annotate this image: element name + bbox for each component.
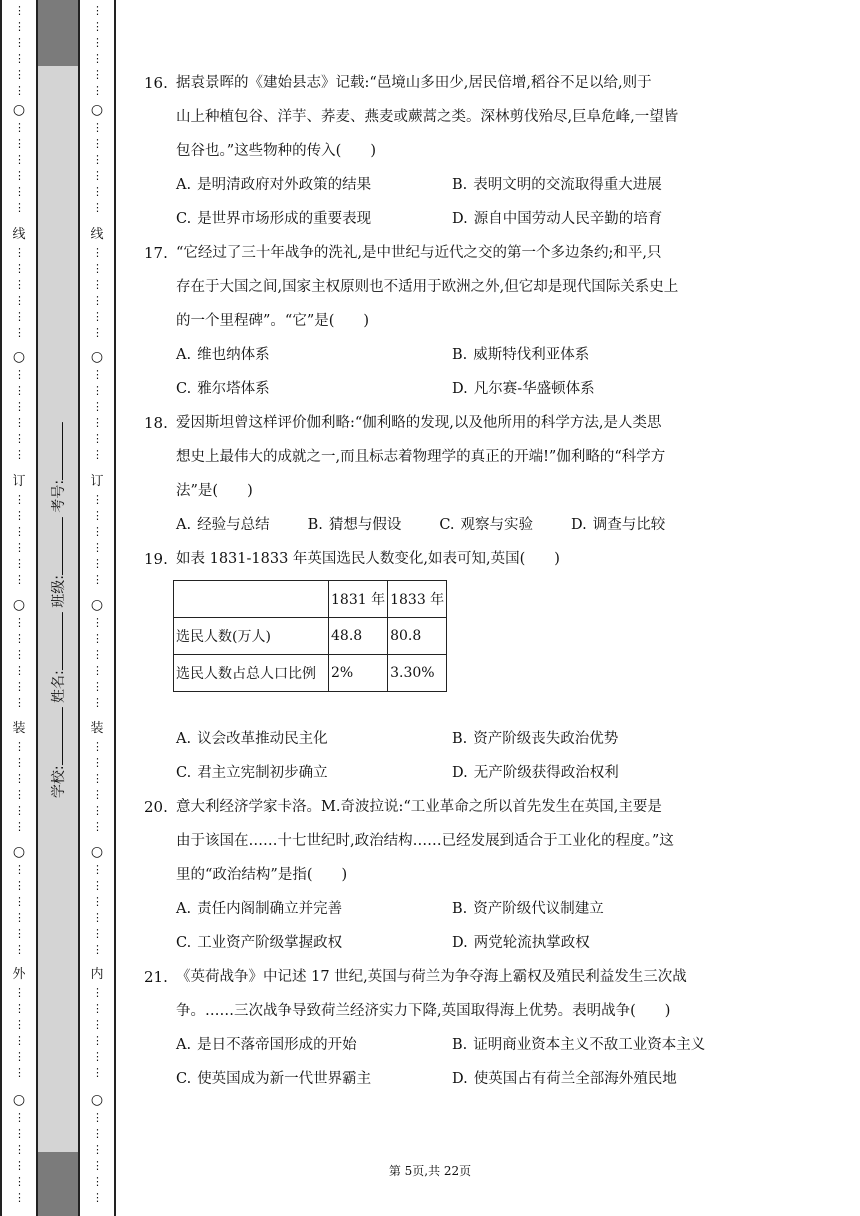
- binding-dots: ⋮: [14, 664, 24, 677]
- binding-dots: ⋮: [92, 740, 102, 753]
- answer-option[interactable]: [176, 372, 452, 406]
- option-letter: A.: [176, 901, 192, 917]
- name-blank[interactable]: [50, 612, 63, 670]
- binding-mark: 线: [12, 227, 26, 242]
- binding-dots: ⋮: [92, 1018, 102, 1031]
- inner-binding-strip: [78, 0, 116, 1216]
- binding-dots: ⋮: [92, 416, 102, 429]
- binding-circle: ○: [90, 844, 104, 860]
- question-text-line: 《英荷战争》中记述 17 世纪,英国与荷兰为争夺海上霸权及殖民利益发生三次战: [176, 969, 687, 985]
- answer-option[interactable]: [452, 926, 728, 960]
- binding-circle: ○: [90, 102, 104, 118]
- binding-dots: ⋮: [14, 1050, 24, 1063]
- binding-dots: ⋮: [14, 680, 24, 693]
- option-letter: B.: [452, 901, 468, 917]
- option-letter: D.: [452, 1071, 468, 1087]
- student-info: [38, 395, 78, 825]
- binding-dots: ⋮: [92, 400, 102, 413]
- binding-dots: ⋮: [92, 557, 102, 570]
- binding-dots: ⋮: [92, 1034, 102, 1047]
- answer-option[interactable]: [176, 892, 452, 926]
- binding-dots: ⋮: [92, 525, 102, 538]
- question: [140, 66, 730, 236]
- option-letter: B.: [452, 1037, 468, 1053]
- binding-dots: ⋮: [14, 525, 24, 538]
- binding-dots: ⋮: [92, 664, 102, 677]
- option-letter: D.: [452, 381, 468, 397]
- option-letter: C.: [176, 765, 192, 781]
- binding-dots: ⋮: [92, 648, 102, 661]
- binding-dots: ⋮: [92, 326, 102, 339]
- binding-dots: ⋮: [92, 169, 102, 182]
- option-letter: C.: [176, 381, 192, 397]
- binding-dots: ⋮: [14, 246, 24, 259]
- school-blank[interactable]: [50, 707, 63, 765]
- binding-dots: ⋮: [92, 616, 102, 629]
- question-text-line: 里的“政治结构”是指( ): [176, 867, 348, 883]
- answer-option[interactable]: [452, 372, 728, 406]
- answer-option[interactable]: [308, 508, 402, 542]
- binding-dots: ⋮: [14, 1175, 24, 1188]
- answer-option[interactable]: [176, 338, 452, 372]
- option-letter: D.: [452, 935, 468, 951]
- answer-option[interactable]: [452, 756, 728, 790]
- option-text: 资产阶级丧失政治优势: [473, 731, 619, 747]
- answer-option[interactable]: [439, 508, 533, 542]
- school-label: 学校:: [51, 765, 67, 799]
- binding-dots: ⋮: [92, 201, 102, 214]
- table-cell: 选民人数占总人口比例: [174, 655, 329, 692]
- question: [140, 790, 730, 960]
- binding-dots: ⋮: [92, 278, 102, 291]
- question-text-line: 意大利经济学家卡洛。M.奇波拉说:“工业革命之所以首先发生在英国,主要是: [176, 799, 662, 815]
- binding-dots: ⋮: [92, 20, 102, 33]
- option-text: 工业资产阶级掌握政权: [197, 935, 343, 951]
- binding-dots: ⋮: [92, 68, 102, 81]
- binding-dots: ⋮: [92, 384, 102, 397]
- question-text-line: “它经过了三十年战争的洗礼,是中世纪与近代之交的第一个多边条约;和平,只: [176, 245, 662, 261]
- binding-dots: ⋮: [92, 368, 102, 381]
- binding-dots: ⋮: [14, 432, 24, 445]
- binding-dots: ⋮: [92, 262, 102, 275]
- option-text: 使英国占有荷兰全部海外殖民地: [473, 1071, 677, 1087]
- table-cell: 1833 年: [388, 581, 447, 618]
- binding-dots: ⋮: [14, 416, 24, 429]
- binding-mark: 外: [12, 967, 26, 982]
- question-text-line: 爱因斯坦曾这样评价伽利略:“伽利略的发现,以及他所用的科学方法,是人类思: [176, 415, 662, 431]
- answer-option[interactable]: [176, 722, 452, 756]
- binding-dots: ⋮: [92, 772, 102, 785]
- option-letter: C.: [176, 935, 192, 951]
- binding-mark: 订: [90, 474, 104, 489]
- answer-option[interactable]: [452, 892, 728, 926]
- binding-dots: ⋮: [14, 1034, 24, 1047]
- binding-mark: 线: [90, 227, 104, 242]
- binding-dots: ⋮: [14, 573, 24, 586]
- band-top-block: [38, 0, 78, 66]
- table-cell: 3.30%: [388, 655, 447, 692]
- binding-dots: ⋮: [92, 1066, 102, 1079]
- option-text: 经验与总结: [197, 517, 270, 533]
- question-number: 21.: [144, 968, 168, 986]
- binding-dots: ⋮: [14, 804, 24, 817]
- option-letter: A.: [176, 517, 192, 533]
- binding-dots: ⋮: [14, 52, 24, 65]
- class-blank[interactable]: [50, 517, 63, 575]
- binding-dots: ⋮: [14, 185, 24, 198]
- option-text: 源自中国劳动人民辛勤的培育: [473, 211, 663, 227]
- binding-dots: ⋮: [14, 820, 24, 833]
- option-text: 雅尔塔体系: [197, 381, 270, 397]
- option-text: 凡尔赛-华盛顿体系: [473, 381, 595, 397]
- question-text-line: 据袁景晖的《建始县志》记载:“邑境山多田少,居民倍增,稻谷不足以给,则于: [176, 75, 652, 91]
- binding-dots: ⋮: [14, 616, 24, 629]
- question-text-line: 存在于大国之间,国家主权原则也不适用于欧洲之外,但它却是现代国际关系史上: [176, 279, 679, 295]
- binding-dots: ⋮: [14, 400, 24, 413]
- option-text: 资产阶级代议制建立: [473, 901, 604, 917]
- question-text-line: 山上种植包谷、洋芋、荞麦、燕麦或蕨蒿之类。深林剪伐殆尽,巨阜危峰,一望皆: [176, 109, 679, 125]
- binding-dots: ⋮: [14, 20, 24, 33]
- binding-dots: ⋮: [92, 804, 102, 817]
- answer-option[interactable]: [452, 338, 728, 372]
- name-label: 姓名:: [51, 670, 67, 703]
- binding-dots: ⋮: [14, 895, 24, 908]
- binding-dots: ⋮: [14, 1066, 24, 1079]
- voter-table: [173, 580, 447, 692]
- binding-dots: ⋮: [92, 294, 102, 307]
- option-text: 是日不落帝国形成的开始: [197, 1037, 357, 1053]
- option-letter: B.: [452, 731, 468, 747]
- binding-dots: ⋮: [14, 1127, 24, 1140]
- option-text: 是世界市场形成的重要表现: [197, 211, 372, 227]
- binding-dots: ⋮: [92, 448, 102, 461]
- binding-dots: ⋮: [14, 493, 24, 506]
- answer-option[interactable]: [176, 1028, 452, 1062]
- binding-dots: ⋮: [92, 927, 102, 940]
- binding-dots: ⋮: [92, 756, 102, 769]
- binding-dots: ⋮: [92, 509, 102, 522]
- binding-dots: ⋮: [92, 943, 102, 956]
- option-text: 责任内阁制确立并完善: [197, 901, 343, 917]
- table-row: [174, 618, 447, 655]
- binding-dots: ⋮: [92, 911, 102, 924]
- answer-option[interactable]: [571, 508, 665, 542]
- binding-dots: ⋮: [92, 4, 102, 17]
- class-label: 班级:: [51, 575, 67, 608]
- question-text-line: 争。……三次战争导致荷兰经济实力下降,英国取得海上优势。表明战争( ): [176, 1003, 671, 1019]
- question: [140, 406, 730, 542]
- binding-dots: ⋮: [92, 52, 102, 65]
- binding-dots: ⋮: [14, 927, 24, 940]
- question: [140, 236, 730, 406]
- answer-option[interactable]: [452, 1062, 728, 1096]
- option-letter: A.: [176, 347, 192, 363]
- binding-mark: 订: [12, 474, 26, 489]
- binding-dots: ⋮: [14, 1143, 24, 1156]
- binding-circle: ○: [12, 1092, 26, 1108]
- answer-option[interactable]: [176, 202, 452, 236]
- option-text: 是明清政府对外政策的结果: [197, 177, 372, 193]
- binding-dots: ⋮: [14, 1018, 24, 1031]
- option-letter: B.: [307, 517, 323, 533]
- option-letter: A.: [176, 1037, 192, 1053]
- option-text: 猜想与假设: [328, 517, 402, 533]
- binding-circle: ○: [12, 349, 26, 365]
- question-number: 20.: [144, 798, 168, 816]
- binding-dots: ⋮: [14, 879, 24, 892]
- option-text: 表明文明的交流取得重大进展: [473, 177, 662, 193]
- question-text-line: 想史上最伟大的成就之一,而且标志着物理学的真正的开端!”伽利略的“科学方: [176, 449, 666, 465]
- table-cell: 48.8: [329, 618, 388, 655]
- binding-circle: ○: [12, 844, 26, 860]
- option-text: 使英国成为新一代世界霸主: [197, 1071, 372, 1087]
- answer-option[interactable]: [176, 168, 452, 202]
- binding-circle: ○: [90, 349, 104, 365]
- question-number: 17.: [144, 244, 168, 262]
- binding-dots: ⋮: [14, 121, 24, 134]
- answer-option[interactable]: [452, 168, 728, 202]
- binding-dots: ⋮: [14, 1002, 24, 1015]
- binding-dots: ⋮: [92, 632, 102, 645]
- binding-dots: ⋮: [92, 185, 102, 198]
- binding-dots: ⋮: [92, 121, 102, 134]
- option-text: 证明商业资本主义不敌工业资本主义: [473, 1037, 706, 1053]
- binding-dots: ⋮: [14, 4, 24, 17]
- binding-dots: ⋮: [14, 648, 24, 661]
- option-text: 调查与比较: [592, 517, 666, 533]
- option-text: 两党轮流执掌政权: [473, 935, 590, 951]
- binding-dots: ⋮: [14, 84, 24, 97]
- question-text-line: 由于该国在……十七世纪时,政治结构……已经发展到适合于工业化的程度。”这: [176, 833, 674, 849]
- binding-dots: ⋮: [92, 1111, 102, 1124]
- binding-dots: ⋮: [92, 1175, 102, 1188]
- binding-dots: ⋮: [92, 310, 102, 323]
- binding-dots: ⋮: [14, 169, 24, 182]
- binding-dots: ⋮: [14, 137, 24, 150]
- binding-dots: ⋮: [14, 310, 24, 323]
- binding-dots: ⋮: [92, 246, 102, 259]
- option-text: 无产阶级获得政治权利: [473, 765, 619, 781]
- binding-dots: ⋮: [14, 788, 24, 801]
- question-text-line: 如表 1831-1833 年英国选民人数变化,如表可知,英国( ): [176, 551, 560, 567]
- question-text-line: 包谷也。”这些物种的传入( ): [176, 143, 376, 159]
- binding-dots: ⋮: [14, 384, 24, 397]
- binding-dots: ⋮: [14, 541, 24, 554]
- answer-option[interactable]: [176, 756, 452, 790]
- question-number: 18.: [144, 414, 168, 432]
- binding-circle: ○: [12, 102, 26, 118]
- question: [140, 542, 730, 790]
- answer-option[interactable]: [452, 722, 728, 756]
- answer-option[interactable]: [452, 1028, 728, 1062]
- table-cell: 80.8: [388, 618, 447, 655]
- binding-dots: ⋮: [14, 696, 24, 709]
- binding-dots: ⋮: [92, 1127, 102, 1140]
- question-number: 19.: [144, 550, 168, 568]
- binding-dots: ⋮: [92, 895, 102, 908]
- binding-dots: ⋮: [14, 448, 24, 461]
- outer-binding-strip: [0, 0, 38, 1216]
- binding-dots: ⋮: [14, 262, 24, 275]
- option-text: 观察与实验: [460, 517, 534, 533]
- table-header-row: [174, 581, 447, 618]
- option-text: 君主立宪制初步确立: [197, 765, 328, 781]
- binding-dots: ⋮: [14, 278, 24, 291]
- binding-dots: ⋮: [14, 943, 24, 956]
- binding-dots: ⋮: [14, 740, 24, 753]
- binding-dots: ⋮: [92, 541, 102, 554]
- binding-dots: ⋮: [14, 632, 24, 645]
- option-text: 威斯特伐利亚体系: [473, 347, 590, 363]
- answer-option[interactable]: [176, 508, 270, 542]
- option-letter: D.: [571, 517, 587, 533]
- question-text-line: 的一个里程碑”。“它”是( ): [176, 313, 370, 329]
- table-cell: 选民人数(万人): [174, 618, 329, 655]
- table-cell: 1831 年: [329, 581, 388, 618]
- binding-dots: ⋮: [14, 756, 24, 769]
- option-text: 维也纳体系: [197, 347, 270, 363]
- binding-dots: ⋮: [14, 68, 24, 81]
- binding-dots: ⋮: [14, 201, 24, 214]
- binding-circle: ○: [12, 597, 26, 613]
- binding-dots: ⋮: [14, 36, 24, 49]
- table-cell: 2%: [329, 655, 388, 692]
- option-letter: C.: [176, 211, 192, 227]
- page-footer: 第 5页,共 22页: [388, 1164, 472, 1178]
- binding-dots: ⋮: [92, 879, 102, 892]
- question-list: [140, 66, 730, 1096]
- binding-dots: ⋮: [14, 911, 24, 924]
- option-letter: A.: [176, 731, 192, 747]
- binding-dots: ⋮: [92, 986, 102, 999]
- binding-dots: ⋮: [14, 368, 24, 381]
- question: [140, 960, 730, 1096]
- binding-mark: 装: [12, 721, 26, 736]
- exam-number-label: 考号:: [51, 479, 67, 513]
- option-text: 议会改革推动民主化: [197, 731, 328, 747]
- binding-dots: ⋮: [14, 1111, 24, 1124]
- binding-dots: ⋮: [14, 986, 24, 999]
- table-cell: [174, 581, 329, 618]
- question-number: 16.: [144, 74, 168, 92]
- binding-dots: ⋮: [14, 772, 24, 785]
- option-letter: C.: [439, 517, 455, 533]
- binding-dots: ⋮: [92, 1002, 102, 1015]
- binding-dots: ⋮: [92, 493, 102, 506]
- binding-dots: ⋮: [92, 1050, 102, 1063]
- answer-option[interactable]: [176, 1062, 452, 1096]
- binding-dots: ⋮: [14, 326, 24, 339]
- binding-dots: ⋮: [92, 1159, 102, 1172]
- binding-dots: ⋮: [92, 696, 102, 709]
- option-letter: D.: [452, 765, 468, 781]
- binding-dots: ⋮: [92, 137, 102, 150]
- binding-dots: ⋮: [14, 557, 24, 570]
- binding-dots: ⋮: [92, 680, 102, 693]
- binding-dots: ⋮: [92, 1191, 102, 1204]
- binding-mark: 内: [90, 967, 104, 982]
- question-text-line: 法”是( ): [176, 483, 253, 499]
- binding-dots: ⋮: [92, 788, 102, 801]
- binding-dots: ⋮: [92, 432, 102, 445]
- binding-mark: 装: [90, 721, 104, 736]
- binding-dots: ⋮: [14, 509, 24, 522]
- binding-dots: ⋮: [14, 1191, 24, 1204]
- table-row: [174, 655, 447, 692]
- binding-dots: ⋮: [14, 294, 24, 307]
- answer-option[interactable]: [176, 926, 452, 960]
- answer-option[interactable]: [452, 202, 728, 236]
- option-letter: A.: [176, 177, 192, 193]
- exam-number-blank[interactable]: [50, 422, 63, 480]
- binding-dots: ⋮: [92, 36, 102, 49]
- binding-dots: ⋮: [92, 84, 102, 97]
- option-letter: B.: [452, 347, 468, 363]
- binding-dots: ⋮: [14, 153, 24, 166]
- binding-dots: ⋮: [92, 573, 102, 586]
- binding-dots: ⋮: [92, 820, 102, 833]
- option-letter: B.: [452, 177, 468, 193]
- binding-dots: ⋮: [92, 153, 102, 166]
- binding-dots: ⋮: [14, 1159, 24, 1172]
- binding-dots: ⋮: [14, 863, 24, 876]
- binding-dots: ⋮: [92, 1143, 102, 1156]
- option-letter: C.: [176, 1071, 192, 1087]
- binding-circle: ○: [90, 1092, 104, 1108]
- binding-dots: ⋮: [92, 863, 102, 876]
- option-letter: D.: [452, 211, 468, 227]
- binding-circle: ○: [90, 597, 104, 613]
